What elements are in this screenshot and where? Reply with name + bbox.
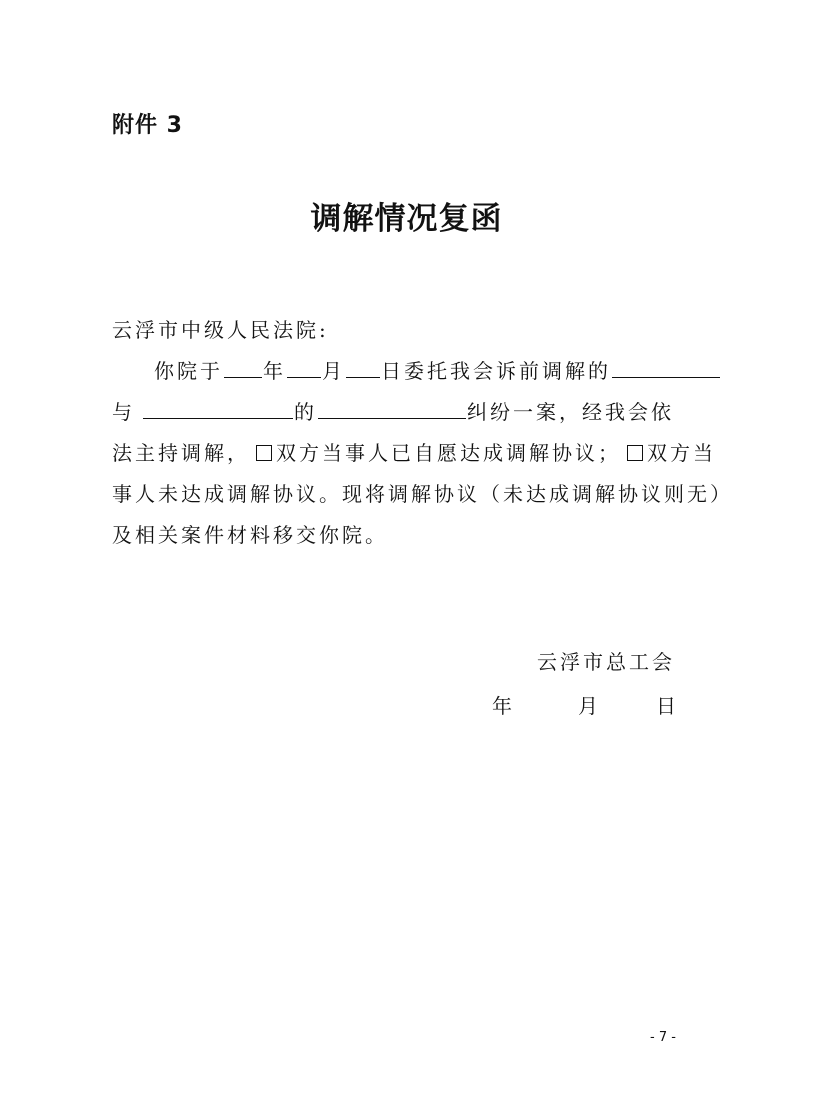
signature-year: 年 [492,694,512,718]
document-title: 调解情况复函 [310,201,503,237]
blank-party-b[interactable] [143,398,293,419]
body-line-3 [112,439,716,467]
body-text: 的 [294,400,317,424]
body-text: 年 [263,359,286,383]
body-text: 双方当 [647,441,716,465]
body-text: 与 [112,400,135,424]
blank-year[interactable] [224,357,262,378]
body-text: 日委托我会诉前调解的 [381,359,611,383]
blank-party-a[interactable] [612,357,720,378]
signature-org: 云浮市总工会 [537,650,675,674]
checkbox-agreement-reached[interactable] [256,445,272,461]
page-number: - 7 - [650,1030,676,1045]
body-line-1 [154,357,721,385]
body-text: 月 [322,359,345,383]
body-line-4: 事人未达成调解协议。现将调解协议（未达成调解协议则无） [112,482,733,506]
body-text: 你院于 [154,359,223,383]
recipient-line: 云浮市中级人民法院: [112,318,329,342]
blank-dispute-type[interactable] [318,398,466,419]
signature-day: 日 [656,694,676,718]
body-text: 双方当事人已自愿达成调解协议； [276,441,621,465]
body-text: 法主持调解， [112,441,250,465]
attachment-label: 附件 3 [112,113,183,138]
blank-day[interactable] [346,357,380,378]
checkbox-agreement-not-reached[interactable] [627,445,643,461]
body-text: 纠纷一案，经我会依 [467,400,674,424]
body-line-5: 及相关案件材料移交你院。 [112,523,388,547]
body-line-2 [112,398,674,426]
signature-month: 月 [578,694,598,718]
blank-month[interactable] [287,357,321,378]
